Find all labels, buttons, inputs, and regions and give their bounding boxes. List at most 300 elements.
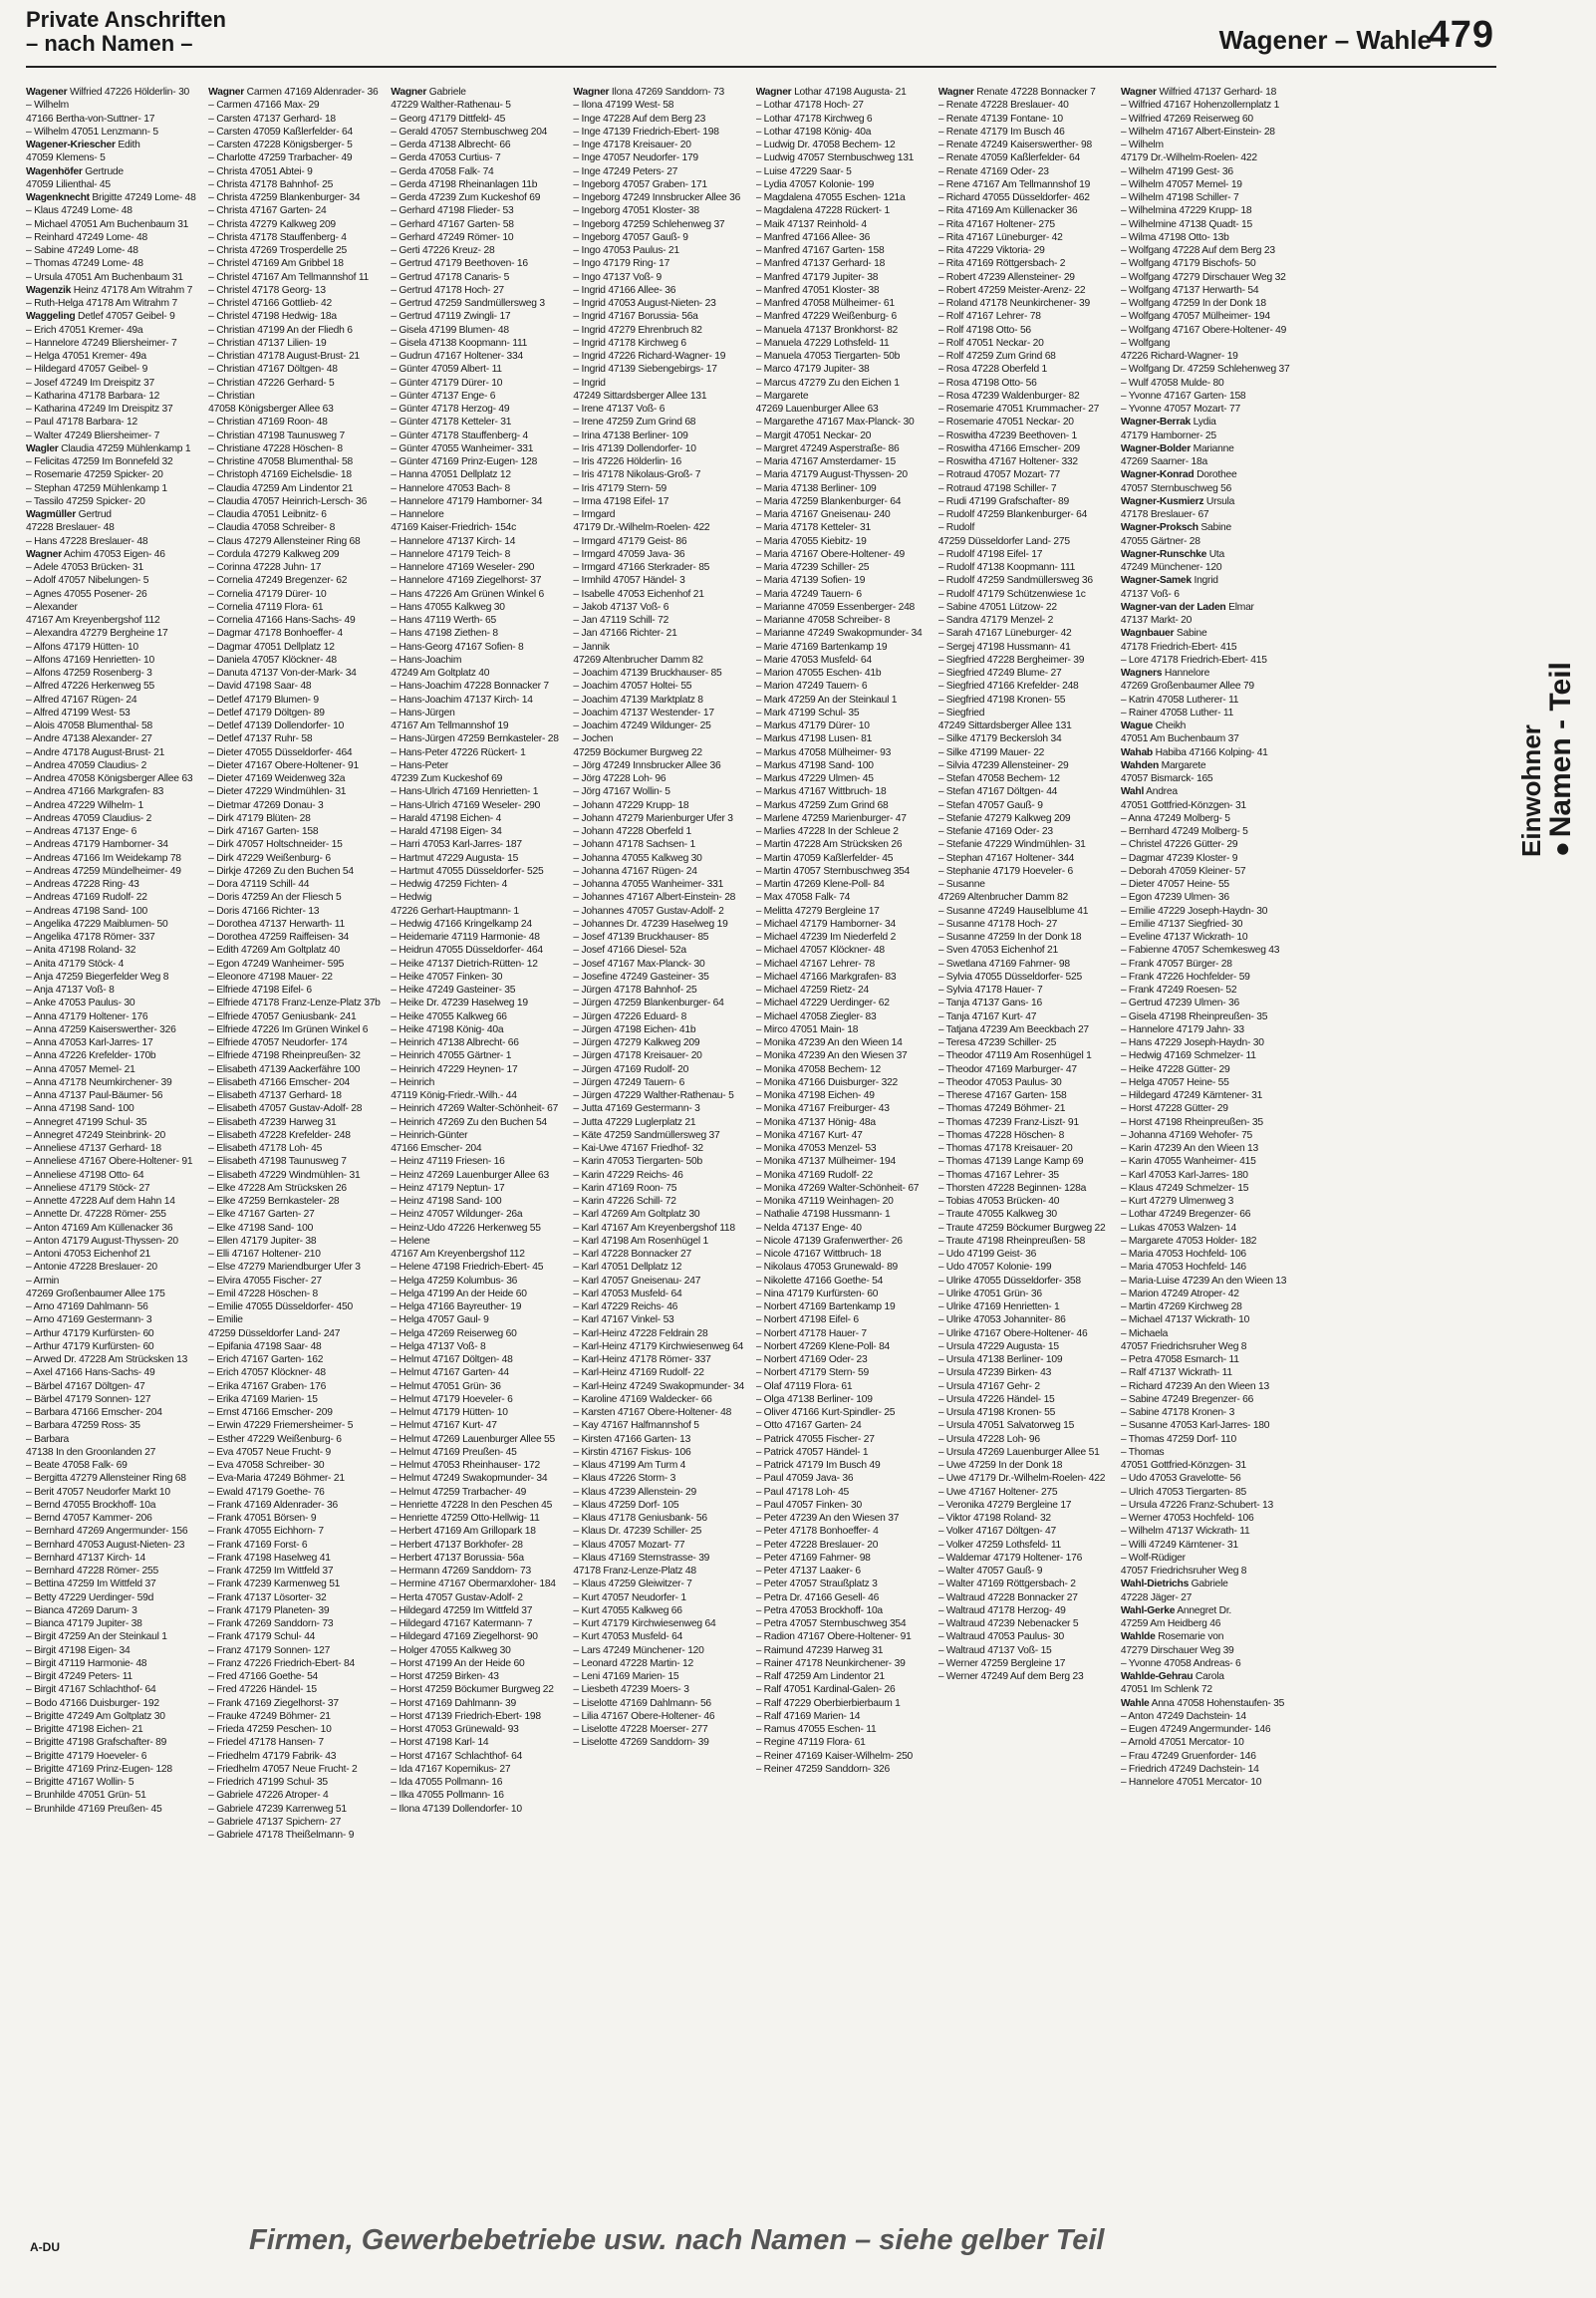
directory-entry xyxy=(1121,521,1299,534)
entry-text: – Andrea 47058 Königsberger Allee 63 xyxy=(26,773,193,784)
directory-entry xyxy=(26,1155,204,1168)
directory-entry xyxy=(26,1565,204,1578)
directory-entry xyxy=(391,759,569,772)
directory-entry xyxy=(1121,1275,1299,1288)
directory-entry xyxy=(1121,1261,1299,1274)
entry-text: – Erich 47167 Garten- 162 xyxy=(208,1354,324,1365)
entry-text: – Alfred 47199 West- 53 xyxy=(26,707,131,718)
entry-text: – Lukas 47053 Walzen- 14 xyxy=(1120,1222,1236,1234)
entry-text: 47179 Dr.-Wilhelm-Roelen- 422 xyxy=(573,522,710,534)
entry-text: – Marion 47249 Tauern- 6 xyxy=(755,681,868,693)
directory-entry xyxy=(938,971,1117,984)
directory-entry xyxy=(26,971,204,984)
directory-entry xyxy=(391,1049,569,1062)
entry-text: – Hanna 47051 Dellplatz 12 xyxy=(391,469,511,481)
directory-entry xyxy=(573,588,751,601)
entry-text: – Iris 47178 Nikolaus-Groß- 7 xyxy=(573,469,701,481)
directory-entry xyxy=(26,931,204,944)
entry-text: – Ralf 47169 Marien- 14 xyxy=(755,1710,861,1722)
directory-entry xyxy=(391,257,569,270)
entry-text: – Helmut 47167 Döltgen- 48 xyxy=(391,1354,513,1365)
directory-entry xyxy=(208,191,387,204)
entry-text: – Johannes 47057 Gustav-Adolf- 2 xyxy=(573,905,724,917)
directory-entry xyxy=(573,151,751,164)
directory-entry xyxy=(1121,1222,1299,1235)
directory-entry xyxy=(391,1129,569,1142)
entry-text: – Hannelore 47249 Bliersheimer- 7 xyxy=(26,337,177,349)
entry-surname: Wagner-Bolder xyxy=(1120,442,1192,454)
directory-entry xyxy=(391,1446,569,1459)
entry-text: – Petra 47057 Sternbuschweg 354 xyxy=(755,1618,907,1629)
entry-text: – Heinrich xyxy=(391,1076,435,1088)
directory-entry xyxy=(573,931,751,944)
entry-text: – Günter 47178 Ketteler- 31 xyxy=(391,417,512,429)
directory-entry xyxy=(1121,1630,1299,1643)
entry-text: – Stephan 47259 Mühlenkamp 1 xyxy=(26,482,167,494)
entry-text: – Bernhard 47228 Römer- 255 xyxy=(26,1566,158,1577)
entry-text: – Friedrich 47249 Dachstein- 14 xyxy=(1120,1763,1259,1775)
directory-entry xyxy=(26,654,204,667)
entry-text: – Michael 47179 Hamborner- 34 xyxy=(755,918,896,930)
entry-text: – Wolfgang 47279 Dirschauer Weg 32 xyxy=(1120,271,1286,283)
entry-text: – Margarete 47053 Holder- 182 xyxy=(1120,1235,1257,1247)
entry-surname: Wagener xyxy=(26,87,68,98)
entry-text: – Thomas 47178 Kreisauer- 20 xyxy=(937,1143,1073,1154)
directory-entry xyxy=(938,878,1117,891)
directory-entry xyxy=(573,1182,751,1195)
entry-text: 47051 Im Schlenk 72 xyxy=(1120,1684,1212,1696)
entry-text: – Joachim 47137 Westender- 17 xyxy=(573,707,714,718)
directory-entry xyxy=(756,1169,934,1182)
directory-entry xyxy=(573,1578,751,1590)
entry-text: – Helmut 47169 Preußen- 45 xyxy=(391,1446,517,1458)
entry-text: – Bettina 47259 Im Wittfeld 37 xyxy=(26,1579,156,1590)
directory-entry xyxy=(573,1288,751,1300)
directory-entry xyxy=(573,812,751,825)
entry-text: – Arwed Dr. 47228 Am Strücksken 13 xyxy=(26,1354,188,1365)
entry-text: – Frank 47051 Börsen- 9 xyxy=(208,1513,317,1524)
entry-text: – Hannelore 47053 Bach- 8 xyxy=(391,482,510,494)
entry-text: – Christa 47051 Abtei- 9 xyxy=(208,165,313,177)
entry-surname: Wagenzik xyxy=(26,284,72,296)
directory-entry xyxy=(573,944,751,957)
directory-entry xyxy=(1121,482,1299,495)
entry-text: – Udo 47053 Gravelotte- 56 xyxy=(1120,1473,1241,1485)
entry-text: – Gisela 47198 Rheinpreußen- 35 xyxy=(1120,1010,1268,1022)
directory-entry xyxy=(391,1539,569,1552)
directory-entry xyxy=(573,1591,751,1604)
entry-text: Hannelore xyxy=(1162,668,1210,679)
directory-entry xyxy=(391,1023,569,1036)
directory-entry xyxy=(208,1340,387,1353)
directory-entry xyxy=(756,1393,934,1406)
entry-text: – Christa 47269 Trosperdelle 25 xyxy=(208,245,347,256)
directory-entry xyxy=(208,535,387,548)
directory-entry xyxy=(26,1235,204,1248)
directory-entry xyxy=(938,1617,1117,1630)
entry-text: – Jürgen 47178 Kreisauer- 20 xyxy=(573,1050,702,1062)
directory-entry xyxy=(573,1419,751,1432)
entry-text: – Rudolf 47138 Koopmann- 111 xyxy=(937,562,1076,573)
entry-text: – Heidemarie 47119 Harmonie- 48 xyxy=(391,932,540,943)
entry-text: – Hedwig 47259 Fichten- 4 xyxy=(391,879,508,890)
entry-text: – Rainer 47058 Luther- 11 xyxy=(1120,707,1234,718)
directory-entry xyxy=(26,218,204,231)
directory-entry xyxy=(26,1089,204,1102)
entry-text: – Waltraud 47239 Nebenacker 5 xyxy=(937,1618,1079,1629)
directory-entry xyxy=(938,1116,1117,1129)
entry-text: – Rudolf 47259 Blankenburger- 64 xyxy=(937,509,1088,520)
entry-text: – Dora 47119 Schill- 44 xyxy=(208,879,310,890)
directory-entry xyxy=(26,1499,204,1512)
directory-entry xyxy=(573,1275,751,1288)
directory-entry xyxy=(208,468,387,481)
entry-text: – Katrin 47058 Lutherer- 11 xyxy=(1120,694,1239,706)
entry-text: – Hartmut 47055 Düsseldorfer- 525 xyxy=(391,865,544,877)
entry-text: 47269 Altenbrucher Damm 82 xyxy=(573,654,703,666)
entry-text: – Kay 47167 Halfmannshof 5 xyxy=(573,1420,699,1432)
entry-text: – Paul 47178 Barbara- 12 xyxy=(26,417,137,429)
entry-text: – Nicole 47167 Wittbruch- 18 xyxy=(755,1249,882,1260)
directory-entry xyxy=(26,1102,204,1115)
directory-entry xyxy=(938,574,1117,587)
directory-entry xyxy=(756,1142,934,1155)
directory-entry xyxy=(208,244,387,257)
directory-entry xyxy=(1121,838,1299,851)
directory-entry xyxy=(573,455,751,468)
entry-text: – Klaus 47259 Dorf- 105 xyxy=(573,1499,679,1511)
entry-text: – Manfred 47051 Kloster- 38 xyxy=(755,284,880,296)
entry-text: Andrea xyxy=(1144,786,1178,798)
directory-entry xyxy=(208,1142,387,1155)
directory-entry xyxy=(756,1195,934,1208)
directory-entry xyxy=(208,1630,387,1643)
directory-entry xyxy=(938,1261,1117,1274)
directory-entry xyxy=(208,324,387,337)
entry-text: – Frank 47169 Forst- 6 xyxy=(208,1539,308,1551)
entry-text: Brigitte 47249 Lome- 48 xyxy=(89,192,196,203)
directory-entry xyxy=(208,1208,387,1221)
directory-entry xyxy=(208,139,387,151)
directory-entry xyxy=(391,1313,569,1326)
entry-text: – Norbert 47269 Klene-Poll- 84 xyxy=(755,1340,891,1352)
directory-entry xyxy=(391,1235,569,1248)
directory-entry xyxy=(573,337,751,350)
entry-text: – Claus 47279 Allensteiner Ring 68 xyxy=(208,535,361,547)
entry-text: – Iris 47139 Dollendorfer- 10 xyxy=(573,442,696,454)
entry-text: – Tobias 47053 Brücken- 40 xyxy=(937,1196,1060,1207)
directory-entry xyxy=(26,1486,204,1499)
entry-text: – Karl-Heinz 47169 Rudolf- 22 xyxy=(573,1367,704,1379)
directory-entry xyxy=(756,865,934,878)
entry-text: – Ida 47055 Pollmann- 16 xyxy=(391,1777,503,1788)
entry-text: – Elisabeth 47166 Emscher- 204 xyxy=(208,1076,351,1088)
entry-text: – Marianne 47058 Schreiber- 8 xyxy=(755,615,891,626)
entry-text: – Friedel 47178 Hansen- 7 xyxy=(208,1737,324,1749)
directory-entry xyxy=(208,918,387,931)
entry-text: 47269 Großenbaumer Allee 175 xyxy=(26,1288,165,1299)
directory-entry xyxy=(756,588,934,601)
directory-entry xyxy=(391,1657,569,1670)
entry-text: – Udo 47057 Kolonie- 199 xyxy=(937,1262,1052,1274)
entry-surname: Wahl-Gerke xyxy=(1120,1604,1176,1616)
entry-text: – Radion 47167 Obere-Holtener- 91 xyxy=(755,1631,912,1643)
directory-entry xyxy=(26,852,204,865)
directory-entry xyxy=(391,1683,569,1696)
entry-text: – Helga 47057 Heine- 55 xyxy=(1120,1076,1229,1088)
entry-text: – Yvonne 47057 Mozart- 77 xyxy=(1120,404,1240,415)
entry-text: – Berit 47057 Neudorfer Markt 10 xyxy=(26,1486,170,1498)
entry-text: – Michael 47167 Lehrer- 78 xyxy=(755,958,875,970)
entry-text: – Ingrid 47053 August-Nieten- 23 xyxy=(573,298,716,309)
entry-text: Carola xyxy=(1193,1671,1224,1682)
directory-entry xyxy=(1121,403,1299,416)
entry-text: – Eva 47057 Neue Frucht- 9 xyxy=(208,1446,332,1458)
directory-entry xyxy=(1121,1208,1299,1221)
directory-entry xyxy=(938,390,1117,403)
entry-text: – Marianne 47059 Essenberger- 248 xyxy=(755,601,916,613)
directory-entry xyxy=(938,337,1117,350)
entry-text: – Jan 47166 Richter- 21 xyxy=(573,628,677,640)
entry-text: – Wolfgang 47259 In der Donk 18 xyxy=(1120,298,1266,309)
directory-entry xyxy=(938,113,1117,126)
entry-text: – Klaus 47249 Lome- 48 xyxy=(26,205,133,217)
entry-text: – Jutta 47169 Gestermann- 3 xyxy=(573,1103,700,1115)
directory-entry xyxy=(391,1063,569,1076)
directory-entry xyxy=(1121,1459,1299,1472)
entry-text: – Peter 47137 Laaker- 6 xyxy=(755,1566,861,1577)
entry-text: – Michael 47058 Ziegler- 83 xyxy=(755,1010,877,1022)
entry-text: 47137 Voß- 6 xyxy=(1120,588,1180,600)
entry-surname: Wagner xyxy=(755,87,792,98)
entry-text: – Arthur 47179 Kurfürsten- 60 xyxy=(26,1340,154,1352)
entry-text: – Christian 47199 An der Fliedh 6 xyxy=(208,324,353,336)
directory-entry xyxy=(391,191,569,204)
directory-entry xyxy=(26,468,204,481)
entry-text: – Traute 47259 Böckumer Burgweg 22 xyxy=(937,1222,1106,1234)
directory-entry xyxy=(938,377,1117,390)
directory-entry xyxy=(1121,1288,1299,1300)
entry-text: – Maria 47239 Schiller- 25 xyxy=(755,562,870,573)
directory-entry xyxy=(938,403,1117,416)
entry-text: – Erika 47169 Marien- 15 xyxy=(208,1393,318,1405)
entry-text: – Claudia 47259 Am Lindentor 21 xyxy=(208,482,354,494)
directory-entry xyxy=(938,1129,1117,1142)
directory-entry xyxy=(938,86,1117,99)
entry-text: – Rita 47167 Lüneburger- 42 xyxy=(937,231,1063,243)
entry-text: – Stefanie 47169 Oder- 23 xyxy=(937,826,1053,837)
entry-text: – Ingrid 47166 Allee- 36 xyxy=(573,284,676,296)
directory-entry xyxy=(938,561,1117,574)
entry-text: – Carsten 47137 Gerhard- 18 xyxy=(208,113,336,125)
entry-text: – Franz 47179 Sonnen- 127 xyxy=(208,1644,331,1656)
entry-text: – Elfriede 47198 Eifel- 6 xyxy=(208,985,312,996)
entry-text: – Herbert 47137 Borkhofer- 28 xyxy=(391,1539,523,1551)
entry-text: – Wolfgang 47179 Bischofs- 50 xyxy=(1120,258,1256,270)
directory-entry xyxy=(208,799,387,812)
entry-text: – Markus 47058 Mülheimer- 93 xyxy=(755,746,892,758)
directory-entry xyxy=(208,1023,387,1036)
directory-entry xyxy=(1121,284,1299,297)
entry-surname: Wahden xyxy=(1120,759,1160,771)
entry-text: – Doris 47166 Richter- 13 xyxy=(208,905,320,917)
entry-text: – Bärbel 47167 Döltgen- 47 xyxy=(26,1380,145,1392)
entry-text: – Dieter 47229 Windmühlen- 31 xyxy=(208,786,347,798)
entry-text: – Ingo 47053 Paulus- 21 xyxy=(573,245,679,256)
entry-text: – Christel 47169 Am Gribbel 18 xyxy=(208,258,344,270)
directory-entry xyxy=(208,1604,387,1617)
entry-text: – Rosa 47228 Oberfeld 1 xyxy=(937,364,1048,376)
directory-entry xyxy=(938,284,1117,297)
entry-text: Sabine xyxy=(1174,628,1207,640)
directory-entry xyxy=(208,218,387,231)
directory-entry xyxy=(1121,548,1299,561)
entry-text: – Helmut 47167 Garten- 44 xyxy=(391,1367,509,1379)
entry-text: – Christian 47137 Lilien- 19 xyxy=(208,337,327,349)
directory-entry xyxy=(26,1604,204,1617)
entry-text: – Karin 47053 Tiergarten- 50b xyxy=(573,1156,702,1168)
entry-text: – Rudolf 47259 Sandmüllersweg 36 xyxy=(937,575,1093,587)
entry-text: – Stefanie 47279 Kalkweg 209 xyxy=(937,812,1071,824)
entry-text: – Manuela 47053 Tiergarten- 50b xyxy=(755,351,901,362)
directory-entry xyxy=(208,165,387,178)
directory-entry xyxy=(208,1155,387,1168)
entry-text: – Dirk 47057 Holtschneider- 15 xyxy=(208,839,343,851)
entry-surname: Wahab xyxy=(1120,746,1153,758)
entry-text: – David 47198 Saar- 48 xyxy=(208,681,312,693)
directory-entry xyxy=(26,231,204,244)
entry-text: 47119 König-Friedr.-Wilh.- 44 xyxy=(391,1090,517,1101)
entry-text: – Katharina 47249 Im Dreispitz 37 xyxy=(26,404,173,415)
directory-entry xyxy=(208,1512,387,1525)
directory-entry xyxy=(573,614,751,627)
entry-text: – Andreas 47169 Rudolf- 22 xyxy=(26,892,147,904)
entry-text: – Ulrike 47053 Johanniter- 86 xyxy=(937,1314,1066,1326)
directory-entry xyxy=(208,1089,387,1102)
entry-text: – Andreas 47228 Ring- 43 xyxy=(26,879,139,890)
entry-text: – Willi 47249 Kärntener- 31 xyxy=(1120,1539,1238,1551)
entry-text: – Helga 47051 Kremer- 49a xyxy=(26,351,146,362)
entry-text: – Oliver 47166 Kurt-Spindler- 25 xyxy=(755,1407,896,1418)
directory-entry xyxy=(1121,1565,1299,1578)
directory-entry xyxy=(938,746,1117,759)
directory-entry xyxy=(391,1155,569,1168)
directory-entry xyxy=(26,244,204,257)
section-tab-line1: Einwohner xyxy=(1516,724,1546,857)
directory-entry xyxy=(1121,732,1299,745)
entry-text: – Joachim 47249 Wildunger- 25 xyxy=(573,720,711,731)
entry-text: Rosemarie von xyxy=(1155,1631,1224,1643)
entry-text: – Monika 47137 Mülheimer- 194 xyxy=(755,1156,896,1168)
directory-entry xyxy=(26,1129,204,1142)
entry-text: – Nikolaus 47053 Grunewald- 89 xyxy=(755,1262,899,1274)
directory-entry xyxy=(756,971,934,984)
entry-text: 47269 Großenbaumer Allee 79 xyxy=(1120,681,1254,693)
entry-text: – Armin xyxy=(26,1275,60,1287)
directory-entry xyxy=(573,1670,751,1683)
entry-text: – Bernhard 47269 Angermunder- 156 xyxy=(26,1526,188,1538)
entry-text: – Wolf-Rüdiger xyxy=(1120,1552,1186,1564)
entry-text: – Arnold 47051 Mercator- 10 xyxy=(1120,1737,1244,1749)
directory-entry xyxy=(1121,1169,1299,1182)
directory-entry xyxy=(756,1010,934,1023)
directory-entry xyxy=(1121,231,1299,244)
directory-entry xyxy=(1121,416,1299,429)
entry-text: – Heinz 47179 Neptun- 17 xyxy=(391,1182,505,1194)
directory-entry xyxy=(391,1300,569,1313)
entry-text: – Bärbel 47179 Sonnen- 127 xyxy=(26,1393,151,1405)
directory-entry xyxy=(756,324,934,337)
entry-surname: Wagner xyxy=(208,87,245,98)
entry-text: – Emilie 47137 Siegfried- 30 xyxy=(1120,918,1243,930)
directory-entry xyxy=(1121,958,1299,971)
entry-text: – Ulrike 47167 Obere-Holtener- 46 xyxy=(937,1327,1088,1339)
directory-entry xyxy=(1121,1446,1299,1459)
entry-text: 47269 Altenbrucher Damm 82 xyxy=(937,892,1069,904)
entry-text: – Eva-Maria 47249 Böhmer- 21 xyxy=(208,1473,345,1485)
directory-entry xyxy=(26,1406,204,1419)
entry-text: – Swetlana 47169 Fahrner- 98 xyxy=(937,958,1070,970)
directory-entry xyxy=(208,1406,387,1419)
entry-text: – Daniela 47057 Klöckner- 48 xyxy=(208,654,337,666)
directory-entry xyxy=(208,377,387,390)
entry-text: – Dietmar 47269 Donau- 3 xyxy=(208,799,324,811)
entry-text: – Ewald 47179 Goethe- 76 xyxy=(208,1486,325,1498)
entry-text: – Irene 47137 Voß- 6 xyxy=(573,404,665,415)
entry-text: – Horst 47198 Rheinpreußen- 35 xyxy=(1120,1116,1263,1128)
directory-entry xyxy=(391,1591,569,1604)
directory-entry xyxy=(1121,363,1299,376)
entry-text: – Johanna 47055 Kalkweg 30 xyxy=(573,852,702,864)
directory-entry xyxy=(208,1499,387,1512)
entry-text: – Elvira 47055 Fischer- 27 xyxy=(208,1275,322,1287)
entry-text: – Irmgard 47166 Sterkrader- 85 xyxy=(573,562,710,573)
entry-text: – Wilhelm 47137 Wickrath- 11 xyxy=(1120,1526,1250,1538)
directory-entry xyxy=(756,654,934,667)
entry-text: – Johannes Dr. 47239 Haselweg 19 xyxy=(573,918,728,930)
entry-text: – Michael 47229 Uerdinger- 62 xyxy=(755,998,890,1009)
entry-text: – Thomas 47139 Lange Kamp 69 xyxy=(937,1156,1084,1168)
directory-entry xyxy=(938,244,1117,257)
entry-text: – Heinrich 47055 Gärtner- 1 xyxy=(391,1050,512,1062)
directory-entry xyxy=(26,1116,204,1129)
entry-text: – Elisabeth 47229 Windmühlen- 31 xyxy=(208,1169,361,1181)
entry-text: – Claudia 47058 Schreiber- 8 xyxy=(208,522,336,534)
directory-entry xyxy=(573,1169,751,1182)
entry-text: 47226 Richard-Wagner- 19 xyxy=(1120,351,1238,362)
directory-entry xyxy=(26,1591,204,1604)
directory-entry xyxy=(756,931,934,944)
directory-entry xyxy=(756,1591,934,1604)
entry-text: – Eva 47058 Schreiber- 30 xyxy=(208,1460,325,1471)
directory-entry xyxy=(756,1472,934,1485)
entry-text: – Rosemarie 47051 Neckar- 20 xyxy=(937,417,1074,429)
directory-entry xyxy=(1121,390,1299,403)
entry-text: – Stefan 47167 Döltgen- 44 xyxy=(937,786,1058,798)
entry-text: – Roswitha 47239 Beethoven- 1 xyxy=(937,430,1077,441)
directory-entry xyxy=(391,377,569,390)
entry-text: – Andreas 47179 Hamborner- 34 xyxy=(26,839,168,851)
entry-text: – Karl 47198 Am Rosenhügel 1 xyxy=(573,1235,708,1247)
entry-text: – Nelda 47137 Enge- 40 xyxy=(755,1222,862,1234)
directory-entry xyxy=(208,601,387,614)
directory-entry xyxy=(756,707,934,719)
entry-text: – Markus 47229 Ulmen- 45 xyxy=(755,773,874,784)
entry-text: – Gerti 47226 Kreuz- 28 xyxy=(391,245,495,256)
entry-text: – Horst 47228 Gütter- 29 xyxy=(1120,1103,1228,1115)
entry-surname: Wagner xyxy=(391,87,427,98)
directory-entry xyxy=(391,641,569,654)
